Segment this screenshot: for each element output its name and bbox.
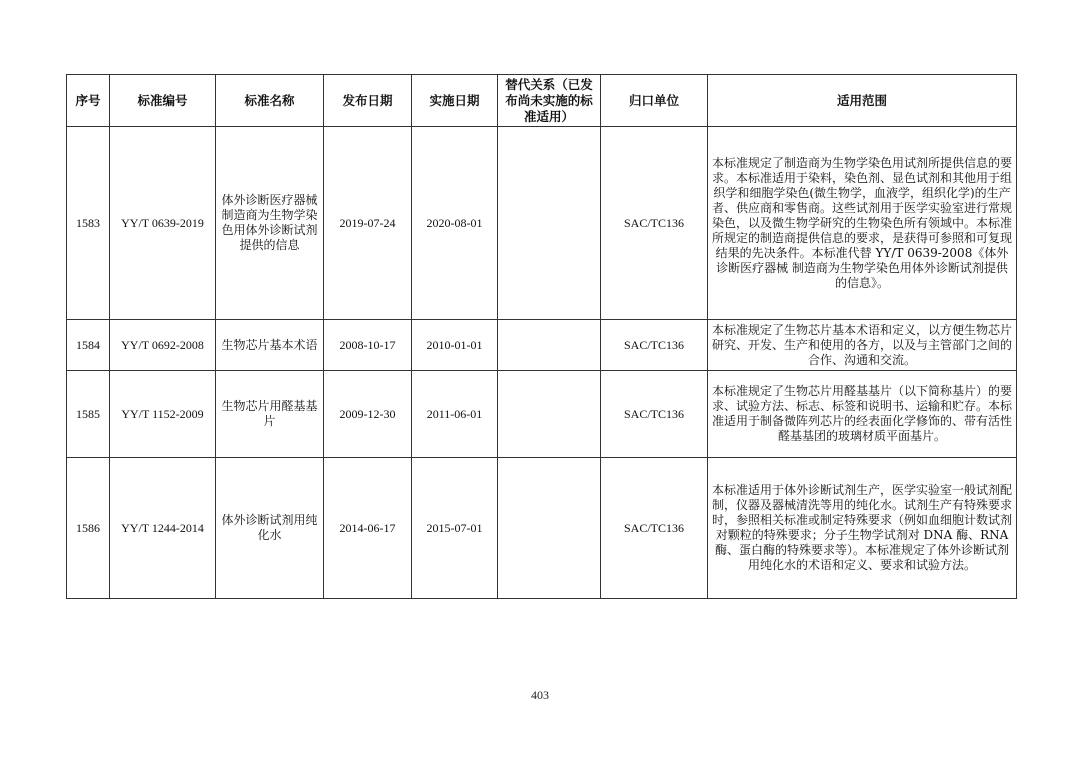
cell-published: 2009-12-30 bbox=[324, 371, 412, 458]
cell-code: YY/T 0639-2019 bbox=[110, 127, 216, 320]
cell-index: 1585 bbox=[67, 371, 110, 458]
cell-effective: 2015-07-01 bbox=[412, 458, 498, 599]
cell-unit: SAC/TC136 bbox=[601, 371, 708, 458]
cell-effective: 2020-08-01 bbox=[412, 127, 498, 320]
cell-scope: 本标准规定了生物芯片用醛基基片（以下简称基片）的要求、试验方法、标志、标签和说明书、运输和贮存。本标准适用于制备微阵列芯片的经表面化学修饰的、带有活性醛基基团的玻璃材质平面基片。 bbox=[708, 371, 1017, 458]
header-scope: 适用范围 bbox=[708, 75, 1017, 127]
cell-unit: SAC/TC136 bbox=[601, 127, 708, 320]
cell-effective: 2010-01-01 bbox=[412, 320, 498, 371]
table-header-row bbox=[67, 75, 1017, 127]
table-row bbox=[67, 371, 1017, 458]
cell-replacement bbox=[498, 127, 601, 320]
standards-table bbox=[66, 74, 1017, 599]
cell-published: 2014-06-17 bbox=[324, 458, 412, 599]
cell-index: 1584 bbox=[67, 320, 110, 371]
page-number: 403 bbox=[531, 688, 549, 702]
cell-unit: SAC/TC136 bbox=[601, 320, 708, 371]
header-published: 发布日期 bbox=[324, 75, 412, 127]
cell-code: YY/T 0692-2008 bbox=[110, 320, 216, 371]
table-row bbox=[67, 127, 1017, 320]
cell-name: 生物芯片基本术语 bbox=[216, 320, 324, 371]
header-effective: 实施日期 bbox=[412, 75, 498, 127]
header-index: 序号 bbox=[67, 75, 110, 127]
header-unit: 归口单位 bbox=[601, 75, 708, 127]
cell-replacement bbox=[498, 458, 601, 599]
cell-published: 2019-07-24 bbox=[324, 127, 412, 320]
cell-name: 生物芯片用醛基基片 bbox=[216, 371, 324, 458]
cell-name: 体外诊断试剂用纯化水 bbox=[216, 458, 324, 599]
cell-index: 1583 bbox=[67, 127, 110, 320]
cell-scope: 本标准适用于体外诊断试剂生产，医学实验室一般试剂配制，仪器及器械清洗等用的纯化水。试剂生产有特殊要求时，参照相关标准或制定特殊要求（例如血细胞计数试剂对颗粒的特殊要求；分子生物学试剂对 DNA 酶、RNA 酶、蛋白酶的特殊要求等）。本标准规定了体外诊断试剂用纯化水的术语和定义、要求和试验方法。 bbox=[708, 458, 1017, 599]
table-row bbox=[67, 320, 1017, 371]
cell-index: 1586 bbox=[67, 458, 110, 599]
table-row bbox=[67, 458, 1017, 599]
header-replacement: 替代关系（已发布尚未实施的标准适用） bbox=[498, 75, 601, 127]
cell-code: YY/T 1152-2009 bbox=[110, 371, 216, 458]
cell-effective: 2011-06-01 bbox=[412, 371, 498, 458]
cell-scope: 本标准规定了制造商为生物学染色用试剂所提供信息的要求。本标准适用于染料，染色剂、显色试剂和其他用于组织学和细胞学染色(微生物学，血液学，组织化学)的生产者、供应商和零售商。这些试剂用于医学实验室进行常规染色，以及微生物学研究的生物染色所有领域中。本标准所规定的制造商提供信息的要求，是获得可参照和可复现结果的先决条件。本标准代替 YY/T 0639-2008《体外诊断医疗器械 制造商为生物学染色用体外诊断试剂提供的信息》。 bbox=[708, 127, 1017, 320]
cell-code: YY/T 1244-2014 bbox=[110, 458, 216, 599]
cell-replacement bbox=[498, 371, 601, 458]
header-code: 标准编号 bbox=[110, 75, 216, 127]
header-name: 标准名称 bbox=[216, 75, 324, 127]
cell-scope: 本标准规定了生物芯片基本术语和定义，以方便生物芯片研究、开发、生产和使用的各方，以及与主管部门之间的合作、沟通和交流。 bbox=[708, 320, 1017, 371]
cell-name: 体外诊断医疗器械 制造商为生物学染色用体外诊断试剂提供的信息 bbox=[216, 127, 324, 320]
cell-published: 2008-10-17 bbox=[324, 320, 412, 371]
cell-unit: SAC/TC136 bbox=[601, 458, 708, 599]
cell-replacement bbox=[498, 320, 601, 371]
